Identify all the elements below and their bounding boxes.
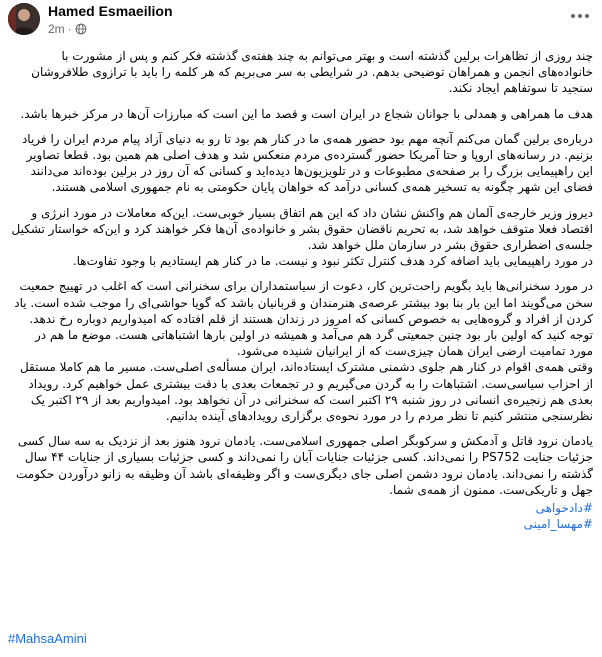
- hashtag-list: [8, 500, 593, 532]
- post-time[interactable]: 2m: [48, 22, 65, 36]
- post-paragraph: درباره‌ی برلین گمان می‌کنم آنچه مهم بود حضور همه‌ی ما در کنار هم بود تا رو به دنیای آزاد پیام مردم ایران را فریاد بزنیم. در رسانه‌های اروپا و حتا آمریکا حضور گسترده‌ی مردم منعکس شد و هدف اصلی هم همین بود. قطعا تصاویر این راهپیمایی بزرگ را بر صفحه‌ی مطبوعات و در تلویزیون‌ها دیده‌اید و کسانی که آن روز در برلین بوده‌اند می‌دانند فضای این شهر چگونه به تسخیر همه‌ی کسانی درآمد که خواهان پایان حکومتی به نام جمهوری اسلامی هستند.: [21, 131, 593, 195]
- post-paragraph: دیروز وزیر خارجه‌ی آلمان هم واکنش نشان داد که این هم اتفاق بسیار خوبی‌ست. این‌که معاملات در مورد انرژی و اقتصاد فعلا متوقف خواهد شد، به تحریم ناقضان حقوق بشر و خانواده‌ی آن‌ها فکر خواهند کرد و این‌که خواستار تشکیل جلسه‌ی اضطراری حقوق بشر در سازمان ملل خواهد شد. در مورد راهپیمایی باید اضافه کرد هدف کنترل تکثر نبود و نیست. ما در کنار هم ایستادیم با وجود تفاوت‌ها.: [11, 205, 593, 269]
- post-meta: [48, 22, 87, 36]
- avatar-image-icon: [8, 3, 40, 35]
- hashtag-link[interactable]: #مهسا_امینی: [523, 517, 593, 532]
- post-paragraph: چند روزی از تظاهرات برلین گذشته است و بهتر می‌توانم به چند هفته‌ی گذشته فکر کنم و پس از مشورت با خانواده‌های انجمن و همراهان توضیحی بدهم. در شرایطی به سر می‌بریم که هر کلمه را باید با ترازوی طلافروشان سنجید تا سوتفاهم ایجاد نکند.: [31, 49, 593, 96]
- meta-separator: ·: [67, 22, 72, 36]
- post-paragraph: در مورد سخنرانی‌ها باید بگویم راحت‌ترین کار، دعوت از سیاستمداران برای سخنرانی است که اغلب در تهییج جمعیت سخن می‌گویند اما این بار بنا بود بیشتر عرصه‌ی هنرمندان و قربانیان باشد که گویا حواشی‌ای را موجب شده است. یاد کردن از افراد و گروه‌هایی به خصوص کسانی که امروز در زندان هستند از قلم افتاده که امیدواریم دوباره رخ ندهد. توجه کنید که اولین بار بود چنین جمعیتی گرد هم می‌آمد و همیشه در اولین بارها اشتباهاتی هست. موضع ما هم در مورد تمامیت ارضی ایران همان چیزی‌ست که از ایرانیان شنیده می‌شود. وقتی همه‌ی اقوام در کنار هم جلوی دشمنی مشترک ایستاده‌اند، ایران مسأله‌ی اصلی‌ست. مسیر ما هم کاملا مستقل از احزاب سیاسی‌ست. اشتباهات را به گردن می‌گیریم و در تجمعات بعدی با دقت بیشتری عمل خواهیم کرد. رویداد بعدی هم زنجیره‌ی انسانی در روز شنبه ۲۹ اکتبر است که سخنرانی در آن نخواهد بود. امیدواریم بعد از ۲۹ اکتبر یک نظرسنجی منتشر کنیم تا نظر مردم را در مورد نحوه‌ی برگزاری رویدادهای آینده بدانیم.: [14, 279, 593, 424]
- post-header: [0, 0, 602, 40]
- hashtag-link-mahsaamini[interactable]: #MahsaAmini: [8, 631, 87, 646]
- avatar[interactable]: [8, 3, 40, 35]
- more-options-icon[interactable]: [568, 8, 592, 24]
- post-body: [8, 48, 593, 532]
- post-paragraph: یادمان نرود قاتل و آدمکش و سرکوبگر اصلی جمهوری اسلامی‌ست. یادمان نرود هنوز بعد از نزدیک به سه سال کسی جزئیات جنایت PS752 را نمی‌داند. کسی جزئیات جنایات آبان را نمی‌داند و کسی جزئیات بسیاری از جنایات ۴۴ سال گذشته را نمی‌داند. یادمان نرود دشمن اصلی جای دیگری‌ست و اگر وظیفه‌ای باشد آن وظیفه به زانو درآوردن حکومت جهل و تاریکی‌ست. ممنون از همه‌ی شما.: [16, 434, 593, 497]
- author-name[interactable]: Hamed Esmaeilion: [48, 3, 173, 19]
- hashtag-link[interactable]: #دادخواهی: [535, 501, 593, 516]
- post-paragraph: هدف ما همراهی و همدلی با جوانان شجاع در ایران است و قصد ما این است که مبارزات آن‌ها در مرکز خبرها باشد.: [20, 106, 593, 121]
- globe-icon[interactable]: [75, 23, 87, 35]
